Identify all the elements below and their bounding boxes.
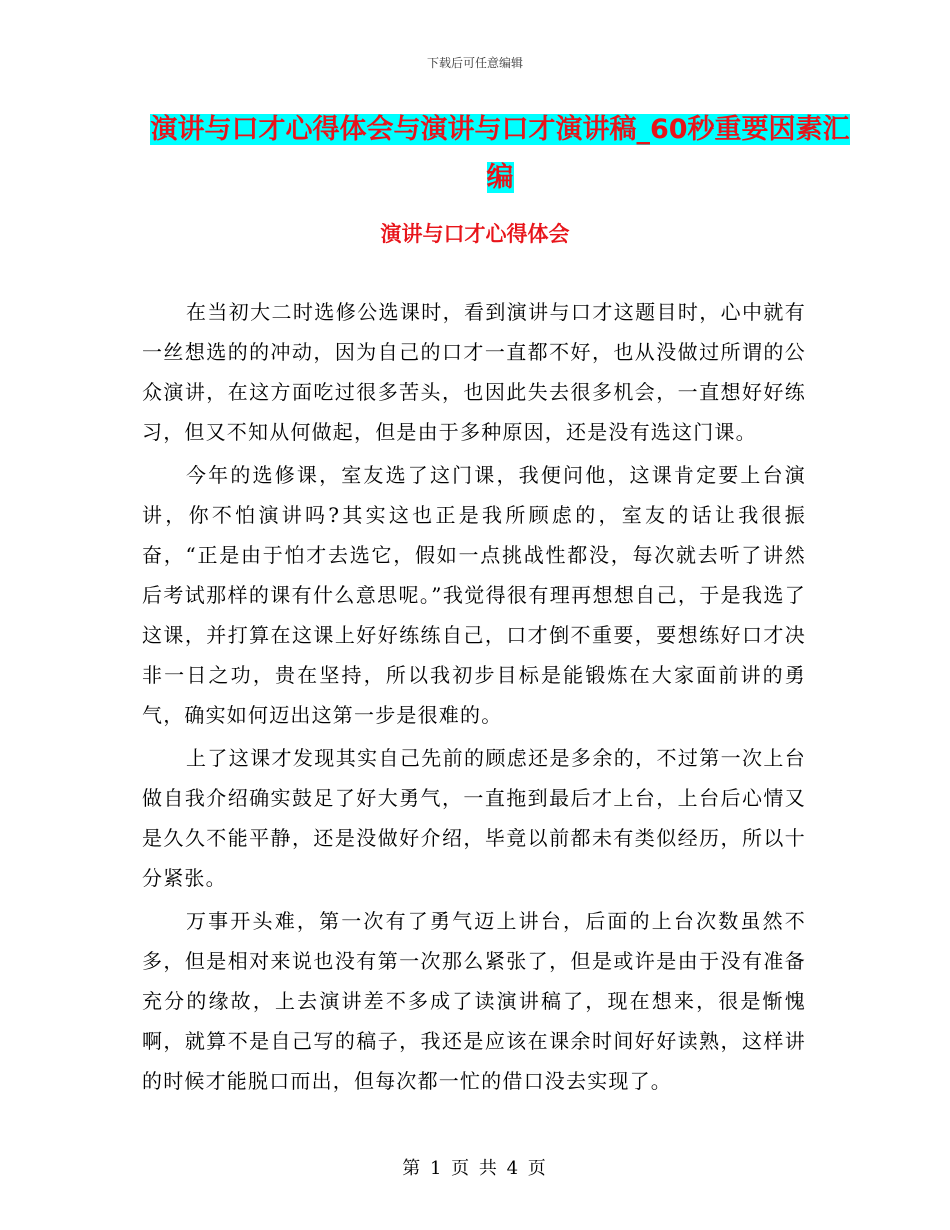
document-title-text: 演讲与口才心得体会与演讲与口才演讲稿_60秒重要因素汇编 [150,114,850,193]
document-body [142,292,806,1104]
paragraph-3: 上了这课才发现其实自己先前的顾虑还是多余的，不过第一次上台做自我介绍确实鼓足了好大勇气，一直拖到最后才上台，上台后心情又是久久不能平静，还是没做好介绍，毕竟以前都未有类似经历，所以十分紧张。 [142,746,806,890]
document-title [140,106,860,202]
paragraph-1: 在当初大二时选修公选课时，看到演讲与口才这题目时，心中就有一丝想选的的冲动，因为自己的口才一直都不好，也从没做过所谓的公众演讲，在这方面吃过很多苦头，也因此失去很多机会，一直想好好练习，但又不知从何做起，但是由于多种原因，还是没有选这门课。 [142,300,806,444]
header-note: 下载后可任意编辑 [426,56,523,70]
paragraph-2: 今年的选修课，室友选了这门课，我便问他，这课肯定要上台演讲，你不怕演讲吗?其实这也正是我所顾虑的，室友的话让我很振奋，“正是由于怕才去选它，假如一点挑战性都没，每次就去听了讲然后考试那样的课有什么意思呢。”我觉得很有理再想想自己，于是我选了这课，并打算在这课上好好练练自己，口才倒不重要，要想练好口才决非一日之功，贵在坚持，所以我初步目标是能锻炼在大家面前讲的勇气，确实如何迈出这第一步是很难的。 [142,463,806,727]
page-footer: 第 1 页 共 4 页 [402,1158,548,1179]
paragraph-4: 万事开头难，第一次有了勇气迈上讲台，后面的上台次数虽然不多，但是相对来说也没有第一次那么紧张了，但是或许是由于没有准备充分的缘故，上去演讲差不多成了读演讲稿了，现在想来，很是惭愧啊，就算不是自己写的稿子，我还是应该在课余时间好好读熟，这样讲的时候才能脱口而出，但每次都一忙的借口没去实现了。 [142,909,806,1093]
section-heading: 演讲与口才心得体会 [380,222,570,246]
